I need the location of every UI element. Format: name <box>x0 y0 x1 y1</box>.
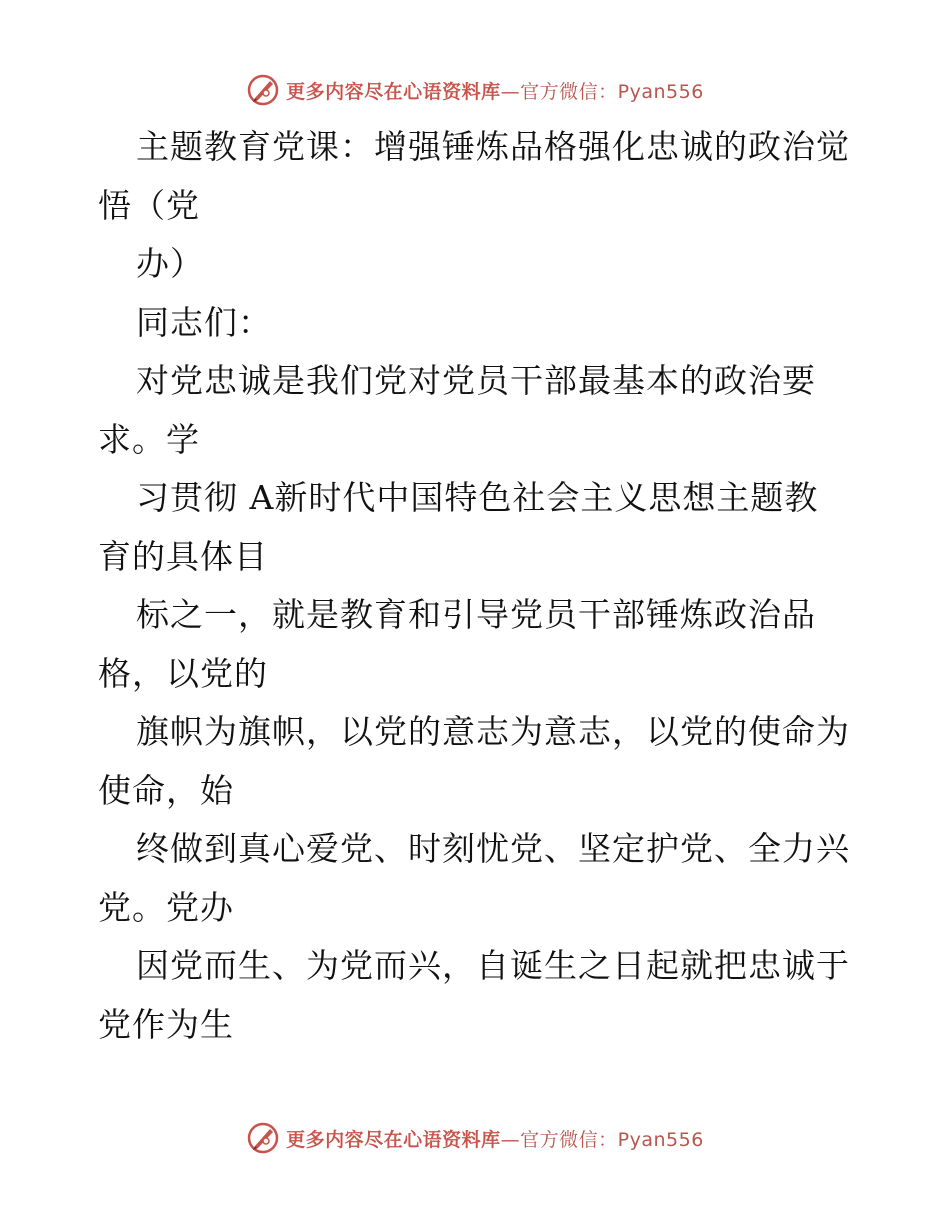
watermark-text: 更多内容尽在心语资料库—官方微信：Pyan556 <box>286 1128 704 1151</box>
body-text-line: 同志们： <box>136 302 272 342</box>
footer-watermark-banner <box>0 1118 950 1158</box>
watermark-text: 更多内容尽在心语资料库—官方微信：Pyan556 <box>286 80 704 103</box>
document-body <box>98 118 858 1054</box>
body-text-line: 悟（党 <box>98 185 200 225</box>
body-text-line: 旗帜为旗帜，以党的意志为意志，以党的使命为 <box>136 712 850 751</box>
body-text-line: 党。党办 <box>98 887 234 927</box>
body-text-line: 党作为生 <box>98 1004 234 1044</box>
body-text-line: 求。学 <box>98 419 200 459</box>
body-text-line: 标之一，就是教育和引导党员干部锤炼政治品 <box>136 595 816 634</box>
quill-pen-logo-icon <box>246 73 280 107</box>
body-text-line: 习贯彻 A新时代中国特色社会主义思想主题教 <box>136 478 819 517</box>
body-text-line: 因党而生、为党而兴，自诞生之日起就把忠诚于 <box>136 946 850 985</box>
body-text-line: 育的具体目 <box>98 536 268 576</box>
body-text-line: 格，以党的 <box>98 653 268 693</box>
body-text-line: 办） <box>136 244 204 283</box>
header-watermark-banner <box>0 70 950 110</box>
body-text-line: 对党忠诚是我们党对党员干部最基本的政治要 <box>136 361 816 400</box>
body-text-line: 使命，始 <box>98 770 234 810</box>
body-text-line: 终做到真心爱党、时刻忧党、坚定护党、全力兴 <box>136 829 850 868</box>
body-text-line: 主题教育党课：增强锤炼品格强化忠诚的政治觉 <box>136 127 850 166</box>
quill-pen-logo-icon <box>246 1121 280 1155</box>
